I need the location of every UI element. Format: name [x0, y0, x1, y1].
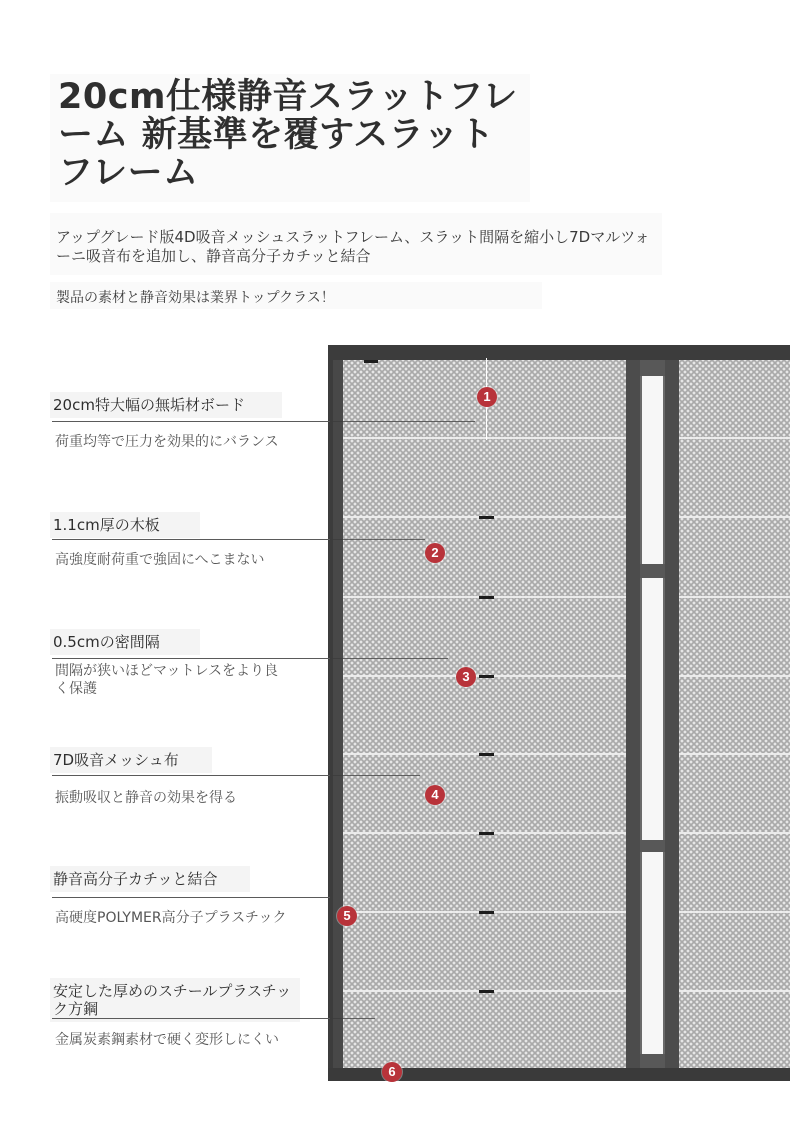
feature-1-rule [52, 421, 330, 422]
mesh-panel-right [679, 360, 790, 1068]
leader-line-3 [330, 658, 448, 659]
marker-2: 2 [425, 543, 445, 563]
feature-1-description: 荷重均等で圧力を効果的にバランス [55, 434, 279, 450]
feature-6-description: 金属炭素鋼素材で硬く変形しにくい [55, 1032, 279, 1048]
marker-3: 3 [456, 667, 476, 687]
slat-clip [479, 516, 494, 519]
feature-4-rule [52, 775, 330, 776]
slat-clip [479, 753, 494, 756]
center-gap-window [640, 852, 665, 1054]
feature-5-rule [52, 897, 330, 898]
center-gap-segment [640, 840, 665, 852]
feature-5-description: 高硬度POLYMER高分子プラスチック [55, 910, 287, 926]
slat-divider [679, 596, 790, 598]
leader-line-4 [330, 775, 420, 776]
page-title: 20cm仕様静音スラットフレーム 新基準を覆すスラットフレーム [58, 77, 518, 193]
marker-6: 6 [382, 1062, 402, 1082]
slat-clip [479, 596, 494, 599]
slat-divider [679, 832, 790, 834]
slat-clip [479, 832, 494, 835]
center-gap-window [640, 578, 665, 840]
leader-line-6 [330, 1018, 375, 1019]
page-subtitle: アップグレード版4D吸音メッシュスラットフレーム、スラット間隔を縮小し7Dマルツォーニ吸音布を追加し、静音高分子カチッと結合 [56, 228, 650, 265]
feature-4-title: 7D吸音メッシュ布 [53, 751, 179, 769]
center-beam-left [626, 360, 640, 1072]
leader-line-2 [330, 539, 425, 540]
leader-line-1 [330, 421, 475, 422]
center-gap-window [640, 376, 665, 564]
feature-2-description: 高強度耐荷重で強固にへこまない [55, 552, 265, 568]
slat-clip [479, 675, 494, 678]
center-gap-segment [640, 360, 665, 376]
feature-4-description: 振動吸収と静音の効果を得る [55, 790, 237, 806]
feature-3-title: 0.5cmの密間隔 [53, 633, 160, 651]
frame-left-rail [333, 360, 343, 1072]
feature-1-title: 20cm特大幅の無垢材ボード [53, 396, 245, 414]
center-gap-segment [640, 1054, 665, 1068]
slat-clip [479, 911, 494, 914]
slat-clip [479, 990, 494, 993]
mesh-panel-left [343, 360, 626, 1068]
slat-divider [343, 437, 626, 439]
slat-divider [679, 753, 790, 755]
feature-6-title: 安定した厚めのスチールプラスチック方鋼 [53, 982, 292, 1018]
feature-2-rule [52, 539, 330, 540]
slat-divider [679, 990, 790, 992]
slat-divider [679, 911, 790, 913]
marker-1: 1 [477, 387, 497, 407]
page-tagline: 製品の素材と静音効果は業界トップクラス！ [56, 290, 335, 306]
marker-5: 5 [337, 906, 357, 926]
center-gap-segment [640, 564, 665, 578]
feature-3-rule [52, 658, 330, 659]
feature-3-description: 間隔が狭いほどマットレスをより良く保護 [55, 663, 279, 697]
slat-clip [364, 360, 378, 363]
feature-6-rule [52, 1018, 330, 1019]
center-beam-right [665, 360, 679, 1072]
slat-divider [679, 516, 790, 518]
slat-divider [679, 437, 790, 439]
feature-5-title: 静音高分子カチッと結合 [53, 870, 218, 888]
slat-divider [679, 675, 790, 677]
marker-4: 4 [425, 785, 445, 805]
feature-2-title: 1.1cm厚の木板 [53, 516, 160, 534]
